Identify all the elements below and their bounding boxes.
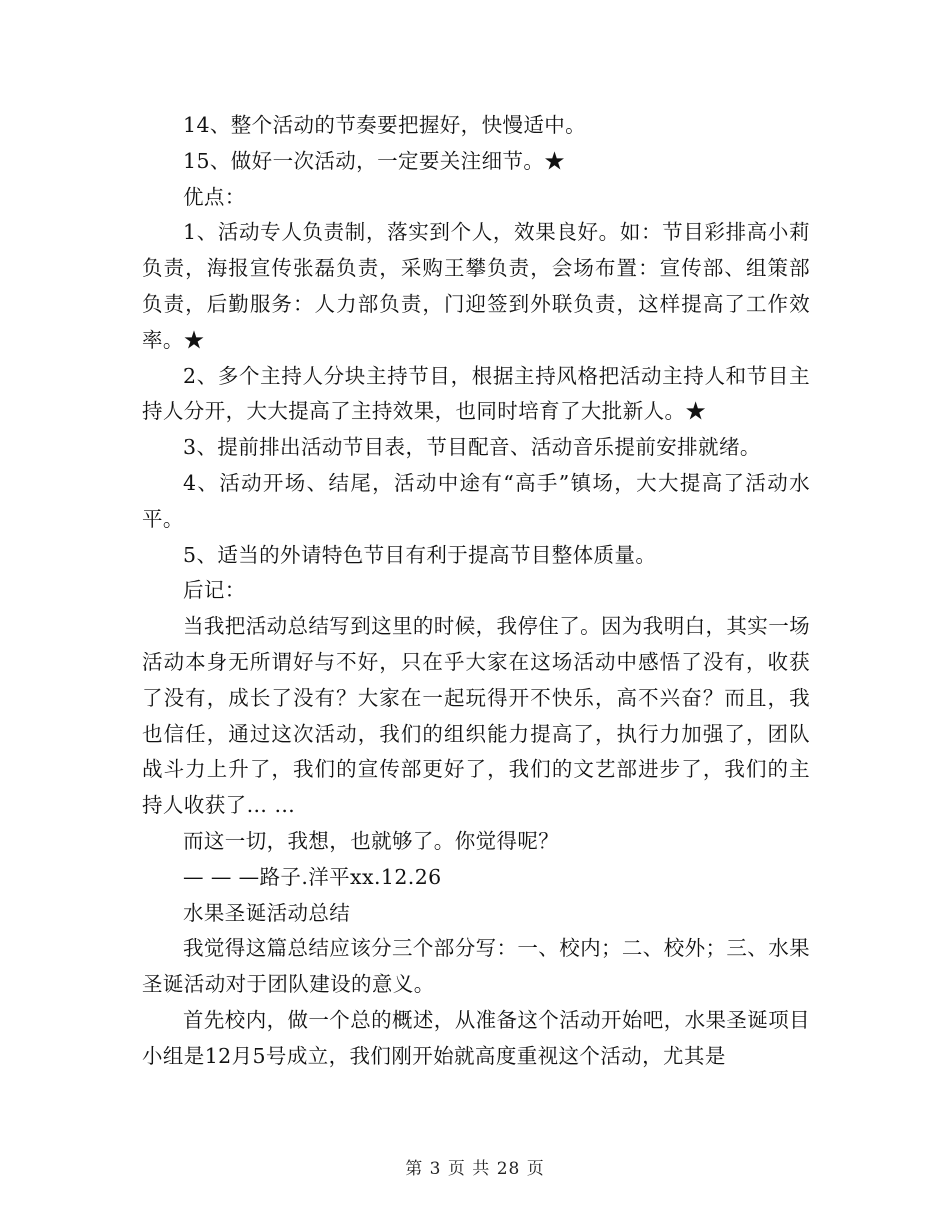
section-heading-postscript: 后记： (183, 578, 246, 603)
page-number-footer: 第 3 页 共 28 页 (405, 1159, 545, 1179)
paragraph-postscript: 当我把活动总结写到这里的时候，我停住了。因为我明白，其实一场活动本身无所谓好与不好，只在乎大家在这场活动中感悟了没有，收获了没有，成长了没有？大家在一起玩得开不快乐，高不兴奋？而且，我也信任，通过这次活动，我们的组织能力提高了，执行力加强了，团队战斗力上升了，我们的宣传部更好了，我们的文艺部进步了，我们的主持人收获了… … (142, 614, 810, 818)
paragraph-advantage-3: 3、提前排出活动节目表，节目配音、活动音乐提前安排就绪。 (183, 435, 761, 460)
signature-line: — — —路子.洋平xx.12.26 (183, 864, 442, 889)
paragraph-item-14: 14、整个活动的节奏要把握好，快慢适中。 (183, 113, 587, 137)
paragraph-advantage-5: 5、适当的外请特色节目有利于提高节目整体质量。 (183, 542, 657, 567)
paragraph-advantage-1: 1、活动专人负责制，落实到个人，效果良好。如：节目彩排高小莉负责，海报宣传张磊负责，采购王攀负责，会场布置：宣传部、组策部负责，后勤服务：人力部负责，门迎签到外联负责，这样提高了工作效率。★ (142, 220, 810, 352)
paragraph-advantage-2: 2、多个主持人分块主持节目，根据主持风格把活动主持人和节目主持人分开，大大提高了主持效果，也同时培育了大批新人。★ (142, 363, 810, 424)
section-heading-advantages: 优点： (183, 184, 246, 209)
paragraph-outline: 我觉得这篇总结应该分三个部分写：一、校内；二、校外；三、水果圣诞活动对于团队建设的意义。 (142, 936, 810, 997)
paragraph-campus: 首先校内，做一个总的概述，从准备这个活动开始吧，水果圣诞项目小组是12月5号成立，我们刚开始就高度重视这个活动，尤其是 (142, 1007, 810, 1068)
paragraph-item-15: 15、做好一次活动，一定要关注细节。★ (183, 148, 566, 173)
document-body (142, 108, 810, 1075)
section-title-fruit-christmas: 水果圣诞活动总结 (183, 900, 351, 925)
paragraph-advantage-4: 4、活动开场、结尾，活动中途有“高手”镇场，大大提高了活动水平。 (142, 470, 810, 531)
paragraph-closing: 而这一切，我想，也就够了。你觉得呢？ (183, 828, 560, 853)
